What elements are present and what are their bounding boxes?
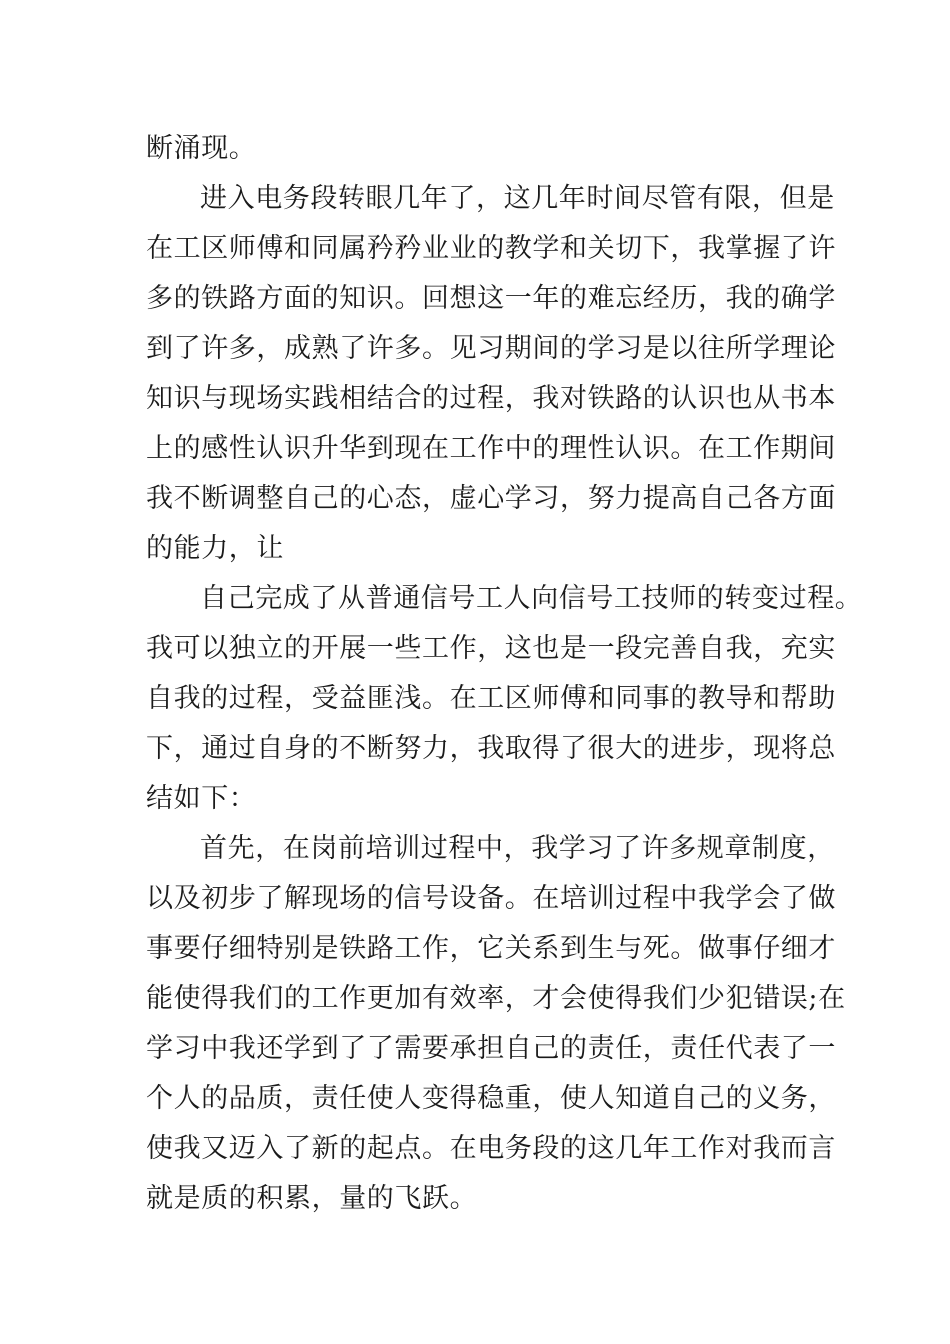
text-line: 学习中我还学到了了需要承担自己的责任，责任代表了一 [146,1033,836,1064]
text-line: 自我的过程，受益匪浅。在工区师傅和同事的教导和帮助 [146,683,836,714]
text-line: 的能力，让 [146,533,284,564]
text-line: 上的感性认识升华到现在工作中的理性认识。在工作期间 [146,433,836,464]
paragraph-first-line: 首先，在岗前培训过程中，我学习了许多规章制度， [200,833,835,864]
text-line: 使我又迈入了新的起点。在电务段的这几年工作对我而言 [146,1133,836,1164]
text-line: 到了许多，成熟了许多。见习期间的学习是以往所学理论 [146,333,836,364]
text-line: 我可以独立的开展一些工作，这也是一段完善自我，充实 [146,633,836,664]
text-line: 个人的品质，责任使人变得稳重，使人知道自己的义务， [146,1083,836,1114]
text-line: 我不断调整自己的心态，虚心学习，努力提高自己各方面 [146,483,836,514]
text-line: 以及初步了解现场的信号设备。在培训过程中我学会了做 [146,883,836,914]
text-line: 多的铁路方面的知识。回想这一年的难忘经历，我的确学 [146,283,836,314]
text-line: 就是质的积累，量的飞跃。 [146,1183,478,1214]
text-line: 下，通过自身的不断努力，我取得了很大的进步，现将总 [146,733,836,764]
paragraph-first-line: 进入电务段转眼几年了，这几年时间尽管有限，但是 [200,183,835,214]
paragraph-first-line: 自己完成了从普通信号工人向信号工技师的转变过程。 [200,583,863,614]
text-line: 知识与现场实践相结合的过程，我对铁路的认识也从书本 [146,383,836,414]
text-line: 断涌现。 [146,133,257,164]
text-line: 结如下： [146,783,257,814]
text-line: 事要仔细特别是铁路工作，它关系到生与死。做事仔细才 [146,933,836,964]
text-line: 能使得我们的工作更加有效率，才会使得我们少犯错误;在 [146,983,846,1014]
text-line: 在工区师傅和同属矜矜业业的教学和关切下，我掌握了许 [146,233,836,264]
